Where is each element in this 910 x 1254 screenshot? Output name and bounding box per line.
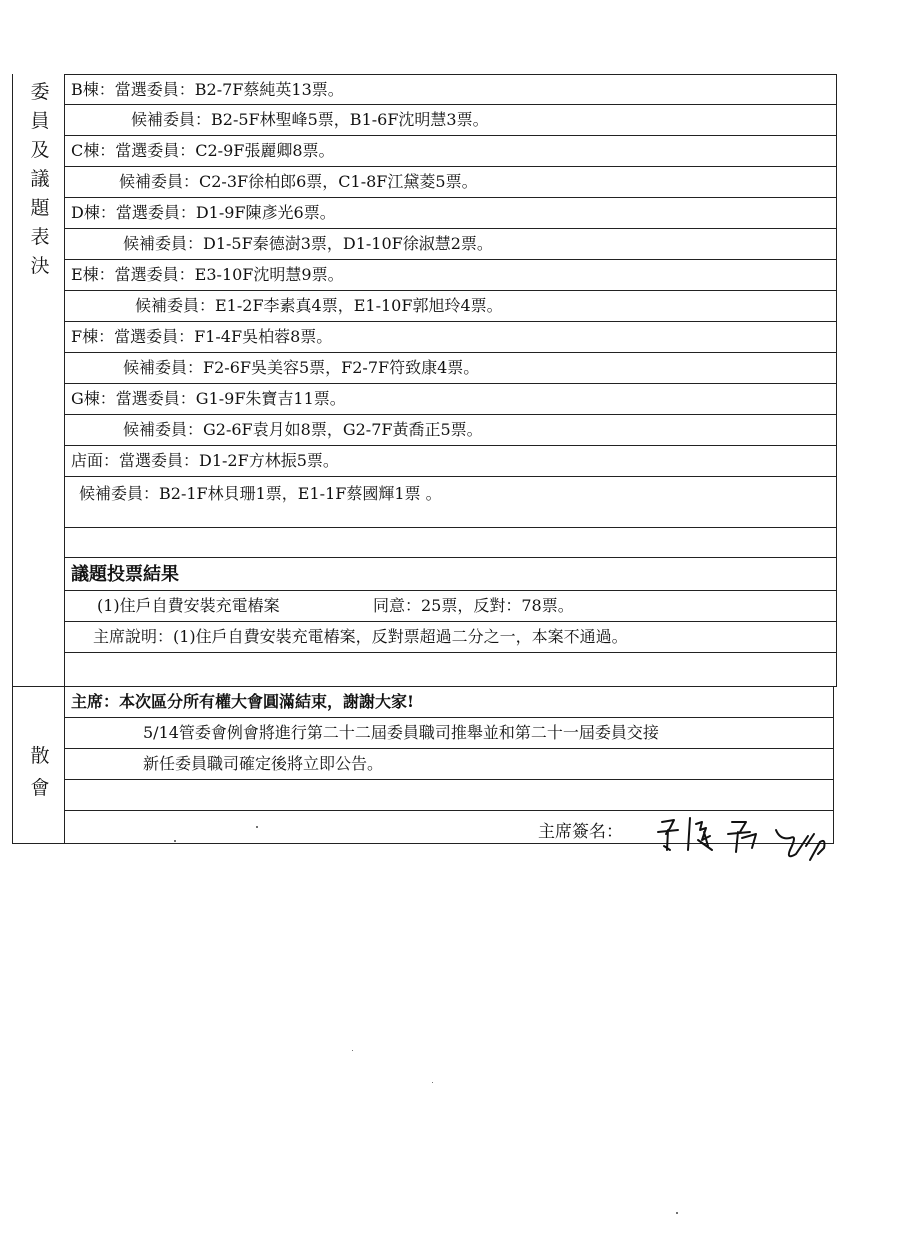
row-text: 候補委員：G2-6F袁月如8票，G2-7F黃喬正5票。 [123,420,483,439]
label-char: 散 [30,745,50,767]
table-row [65,560,837,591]
row-text: 候補委員：E1-2F李素真4票，E1-10F郭旭玲4票。 [135,296,503,315]
label-char: 會 [30,777,50,799]
row-text: D棟：當選委員：D1-9F陳彥光6票。 [71,203,336,222]
table-row [65,322,837,353]
table-row [65,260,837,291]
scan-speck [432,1082,433,1083]
row-text: F棟：當選委員：F1-4F吳柏蓉8票。 [71,327,333,346]
table-row [65,384,837,415]
table-row [65,291,837,322]
table-row [65,749,833,780]
row-text: 候補委員：C2-3F徐柏郎6票，C1-8F江黛菱5票。 [119,172,478,191]
table-row [65,718,833,749]
table-row [65,198,837,229]
row-text: E棟：當選委員：E3-10F沈明慧9票。 [71,265,344,284]
table-row [65,622,837,653]
chairman-signature [640,810,840,874]
scan-speck [174,840,176,842]
row-text: 候補委員：F2-6F吳美容5票，F2-7F符致康4票。 [123,358,480,377]
row-text: 5/14管委會例會將進行第二十二屆委員職司推舉並和第二十一屆委員交接 [143,723,659,742]
table-row [65,229,837,260]
table-row-empty [65,527,837,558]
frame-left-border [12,74,13,844]
table-row [65,136,837,167]
row-vote-counts: 同意：25票，反對：78票。 [373,596,574,615]
table-row [65,74,837,105]
adjourn-section-label [24,740,56,804]
vote-result-heading: 議題投票結果 [71,564,179,585]
row-text: B棟：當選委員：B2-7F蔡純英13票。 [71,80,344,99]
table-row [65,687,833,718]
label-char: 員 [30,110,50,132]
table-row-empty [65,780,833,811]
handwritten-signature [640,810,840,870]
table-row-empty [65,653,835,686]
table-row [65,591,837,622]
label-char: 題 [30,197,50,219]
row-text: 新任委員職司確定後將立即公告。 [143,754,384,773]
label-char: 表 [30,226,50,248]
row-text: 店面：當選委員：D1-2F方林振5票。 [71,451,339,470]
label-char: 議 [30,168,50,190]
row-text: 候補委員：B2-5F林聖峰5票，B1-6F沈明慧3票。 [131,110,489,129]
table-row [65,353,837,384]
table-row [65,167,837,198]
row-text: C棟：當選委員：C2-9F張麗卿8票。 [71,141,335,160]
table-row [65,477,837,527]
table-row [65,105,837,136]
election-section-label [24,78,56,281]
row-text: G棟：當選委員：G1-9F朱寶吉11票。 [71,389,346,408]
label-char: 決 [30,255,50,277]
row-text: 候補委員：D1-5F秦德澍3票，D1-10F徐淑慧2票。 [123,234,493,253]
row-text: 主席說明：(1)住戶自費安裝充電樁案，反對票超過二分之一，本案不通過。 [93,627,628,646]
scan-speck [676,1212,678,1214]
scan-speck [352,1050,353,1051]
row-text: 候補委員：B2-1F林貝珊1票，E1-1F蔡國輝1票 。 [79,484,442,503]
row-text: (1)住戶自費安裝充電樁案 [97,596,280,615]
row-text: 主席：本次區分所有權大會圓滿結束，謝謝大家! [71,692,415,711]
label-char: 及 [30,139,50,161]
table-row [65,415,837,446]
signature-label: 主席簽名： [538,822,623,842]
scan-speck [256,826,258,828]
label-char: 委 [30,81,50,103]
